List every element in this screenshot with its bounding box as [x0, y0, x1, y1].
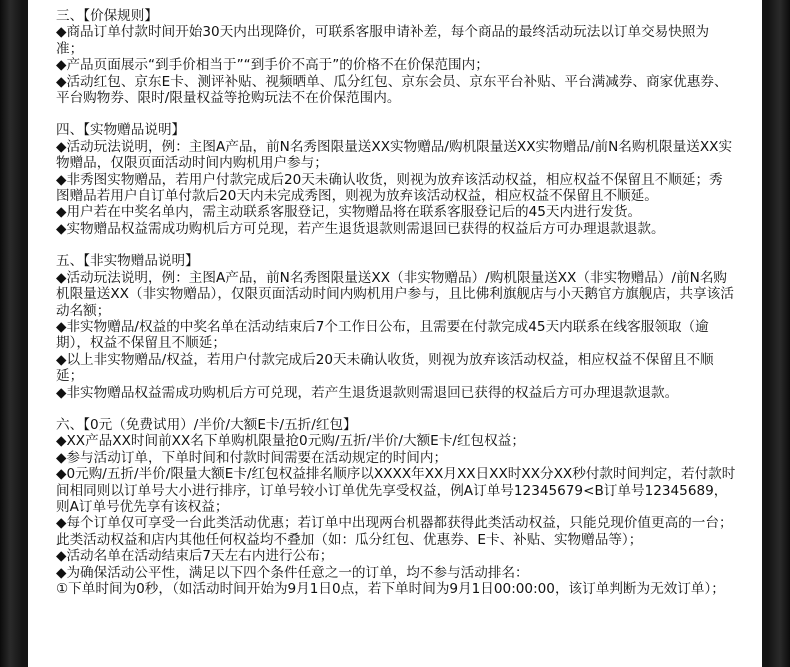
section-heading: 五、【非实物赠品说明】: [56, 253, 199, 270]
section-gap: [56, 106, 736, 122]
section-heading: 四、【实物赠品说明】: [56, 122, 186, 139]
rule-item: ◆非实物赠品权益需成功购机后方可兑现，若产生退货退款则需退回已获得的权益后方可办理退款退款。: [56, 384, 679, 401]
rule-item: ◆0元购/五折/半价/限量大额E卡/红包权益排名顺序以XXXX年XX月XX日XX时XX分XX秒付款时间判定，若付款时间相同则以订单号大小进行排序，订单号较小订单优先享受权益，例A订单号12345679<B订单号12345689，则A订单号优先享有该权益；: [56, 466, 736, 515]
rule-item: ◆为确保活动公平性，满足以下四个条件任意之一的订单，均不参与活动排名：: [56, 564, 529, 581]
rule-item: ◆产品页面展示“到手价相当于”“到手价不高于”的价格不在价保范围内；: [56, 57, 489, 74]
rule-item: ◆非秀图实物赠品，若用户付款完成后20天未确认收货，则视为放弃该活动权益，相应权益不保留且不顺延；秀图赠品若用户自订单付款后20天内未完成秀图，则视为放弃该活动权益，相应权益不保留且不顺延。: [56, 171, 723, 205]
rule-item: ◆每个订单仅可享受一台此类活动优惠；若订单中出现两台机器都获得此类活动权益，只能兑现价值更高的一台；此类活动权益和店内其他任何权益均不叠加（如：瓜分红包、优惠券、E卡、补贴、实物赠品等）；: [56, 515, 733, 548]
section-price-protection: [56, 8, 736, 106]
rule-item: ◆用户若在中奖名单内，需主动联系客服登记，实物赠品将在联系客服登记后的45天内进行发货。: [56, 204, 642, 221]
section-heading: 三、【价保规则】: [56, 8, 158, 24]
rule-item: ◆活动玩法说明，例：主图A产品，前N名秀图限量送XX（非实物赠品）/购机限量送XX（非实物赠品）/前N名购机限量送XX（非实物赠品），仅限页面活动时间内购机用户参与，且比佛利旗舰店与小天鹅官方旗舰店，共享该活动名额；: [56, 269, 734, 319]
rules-content: [56, 8, 736, 597]
document-page: [28, 0, 762, 667]
rule-item: ◆活动名单在活动结束后7天左右内进行公布；: [56, 548, 334, 565]
section-free-trial: [56, 417, 736, 597]
rule-item: ①下单时间为0秒，（如活动时间开始为9月1日0点，若下单时间为9月1日00:00:00，该订单判断为无效订单）；: [56, 581, 725, 597]
section-gap: [56, 401, 736, 417]
rule-item: ◆活动红包、京东E卡、测评补贴、视频晒单、瓜分红包、京东会员、京东平台补贴、平台满减券、商家优惠券、平台购物券、限时/限量权益等抢购玩法不在价保范围内。: [56, 73, 728, 107]
rule-item: ◆商品订单付款时间开始30天内出现降价，可联系客服申请补差，每个商品的最终活动玩法以订单交易快照为准；: [56, 24, 710, 57]
rule-item: ◆活动玩法说明，例：主图A产品，前N名秀图限量送XX实物赠品/购机限量送XX实物赠品/前N名购机限量送XX实物赠品，仅限页面活动时间内购机用户参与；: [56, 138, 733, 172]
section-physical-gift: [56, 122, 736, 237]
section-heading: 六、【0元（免费试用）/半价/大额E卡/五折/红包】: [56, 416, 357, 433]
rule-item: ◆非实物赠品/权益的中奖名单在活动结束后7个工作日公布，且需要在付款完成45天内联系在线客服领取（逾期），权益不保留且不顺延；: [56, 318, 709, 352]
rule-item: ◆参与活动订单，下单时间和付款时间需要在活动规定的时间内；: [56, 449, 448, 466]
section-non-physical-gift: [56, 253, 736, 401]
rule-item: ◆实物赠品权益需成功购机后方可兑现，若产生退货退款则需退回已获得的权益后方可办理退款退款。: [56, 220, 665, 237]
rule-item: ◆XX产品XX时间前XX名下单购机限量抢0元购/五折/半价/大额E卡/红包权益；: [56, 433, 525, 450]
section-gap: [56, 237, 736, 253]
rule-item: ◆以上非实物赠品/权益，若用户付款完成后20天未确认收货，则视为放弃该活动权益，相应权益不保留且不顺延；: [56, 351, 714, 385]
